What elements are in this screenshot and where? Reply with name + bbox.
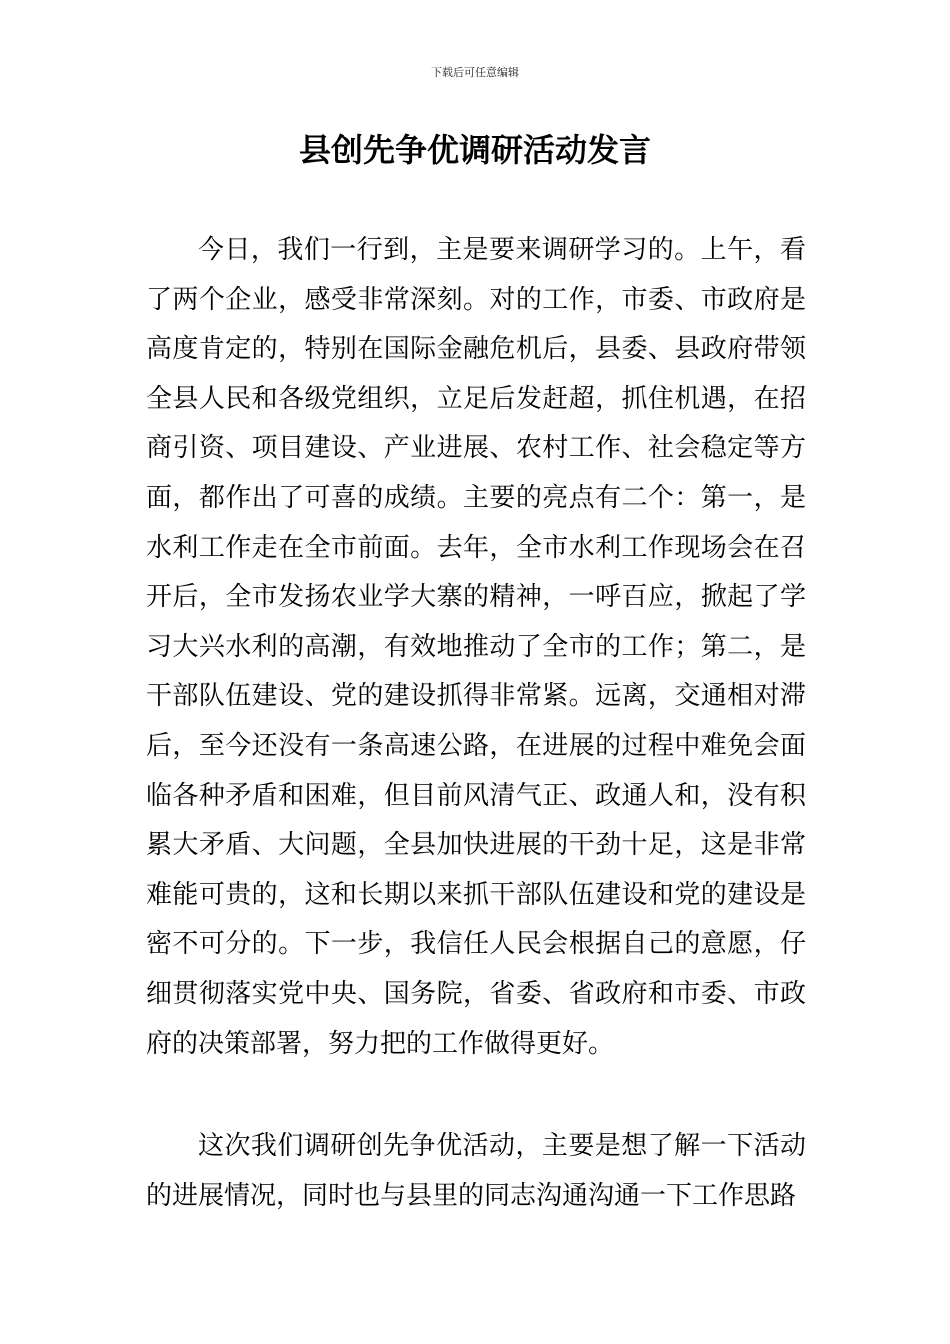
body-paragraph-2: 这次我们调研创先争优活动，主要是想了解一下活动的进展情况，同时也与县里的同志沟通沟通一下工作思路 [146,1131,806,1211]
header-note: 下载后可任意编辑 [431,66,519,79]
document-title: 县创先争优调研活动发言 [298,131,651,169]
body-paragraph-1: 今日，我们一行到，主是要来调研学习的。上午，看了两个企业，感受非常深刻。对的工作，市委、市政府是高度肯定的，特别在国际金融危机后，县委、县政府带领全县人民和各级党组织，立足后发赶超，抓住机遇，在招商引资、项目建设、产业进展、农村工作、社会稳定等方面，都作出了可喜的成绩。主要的亮点有二个：第一，是水利工作走在全市前面。去年，全市水利工作现场会在召开后，全市发扬农业学大寨的精神，一呼百应，掀起了学习大兴水利的高潮，有效地推动了全市的工作；第二，是干部队伍建设、党的建设抓得非常紧。远离，交通相对滞后，至今还没有一条高速公路，在进展的过程中难免会面临各种矛盾和困难，但目前风清气正、政通人和，没有积累大矛盾、大问题，全县加快进展的干劲十足，这是非常难能可贵的，这和长期以来抓干部队伍建设和党的建设是密不可分的。下一步，我信任人民会根据自己的意愿，仔细贯彻落实党中央、国务院，省委、省政府和市委、市政府的决策部署，努力把的工作做得更好。 [146,235,806,1059]
